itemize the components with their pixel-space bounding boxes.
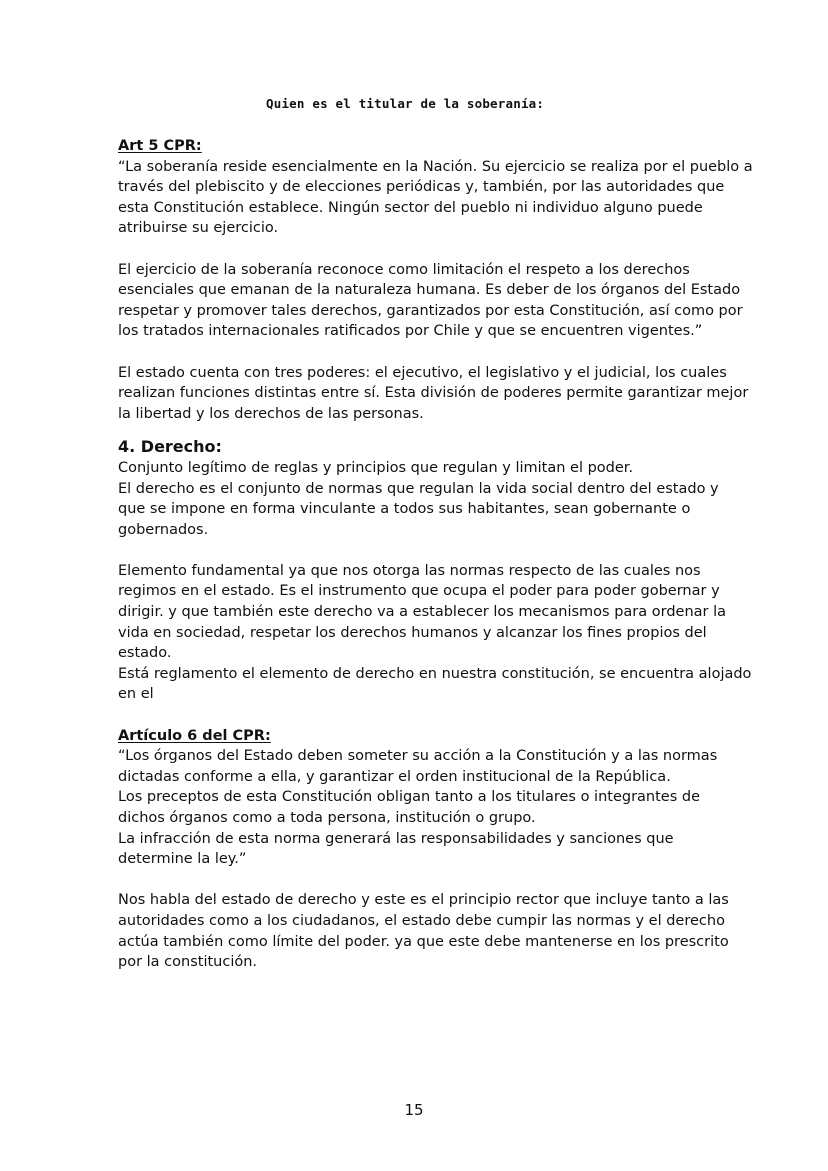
derecho-heading: 4. Derecho: bbox=[118, 437, 222, 457]
text-line: en el bbox=[118, 686, 154, 703]
text-line: respetar y promover tales derechos, garantizados por esta Constitución, así como por bbox=[118, 302, 743, 319]
text-line: El ejercicio de la soberanía reconoce como limitación el respeto a los derechos bbox=[118, 261, 690, 278]
page-content bbox=[118, 136, 753, 973]
text-line: “Los órganos del Estado deben someter su acción a la Constitución y a las normas bbox=[118, 748, 718, 765]
text-line: Conjunto legítimo de reglas y principios que regulan y limitan el poder. bbox=[118, 459, 634, 476]
text-line: actúa también como límite del poder. ya que este debe mantenerse en los prescrito bbox=[118, 933, 729, 950]
text-line: Los preceptos de esta Constitución obligan tanto a los titulares o integrantes de bbox=[118, 789, 701, 806]
art5-paragraph-3 bbox=[118, 363, 749, 425]
text-line: La infracción de esta norma generará las responsabilidades y sanciones que bbox=[118, 830, 674, 847]
text-line: por la constitución. bbox=[118, 954, 258, 971]
section-title: Quien es el titular de la soberanía: bbox=[266, 96, 545, 111]
paragraph-gap bbox=[118, 870, 718, 891]
text-line: estado. bbox=[118, 645, 172, 662]
paragraph-gap bbox=[118, 540, 718, 561]
text-line: que se impone en forma vinculante a todos sus habitantes, sean gobernante o bbox=[118, 501, 691, 518]
art6-heading: Artículo 6 del CPR: bbox=[118, 727, 271, 744]
text-line: atribuirse su ejercicio. bbox=[118, 220, 279, 237]
derecho-paragraph-1 bbox=[118, 458, 718, 540]
page-number: 15 bbox=[404, 1101, 424, 1119]
paragraph-gap bbox=[118, 424, 718, 437]
art6-paragraph-1 bbox=[118, 746, 718, 870]
text-line: vida en sociedad, respetar los derechos humanos y alcanzar los fines propios del bbox=[118, 624, 707, 641]
text-line: esenciales que emanan de la naturaleza humana. Es deber de los órganos del Estado bbox=[118, 282, 741, 299]
text-line: determine la ley.” bbox=[118, 851, 247, 868]
paragraph-gap bbox=[118, 342, 718, 363]
text-line: “La soberanía reside esencialmente en la Nación. Su ejercicio se realiza por el pueblo a bbox=[118, 158, 753, 175]
text-line: Nos habla del estado de derecho y este es el principio rector que incluye tanto a las bbox=[118, 892, 729, 909]
text-line: realizan funciones distintas entre sí. Esta división de poderes permite garantizar mejor bbox=[118, 385, 749, 402]
text-line: dichos órganos como a toda persona, institución o grupo. bbox=[118, 810, 536, 826]
text-line: dirigir. y que también este derecho va a establecer los mecanismos para ordenar la bbox=[118, 604, 727, 621]
text-line: gobernados. bbox=[118, 521, 209, 538]
text-line: regimos en el estado. Es el instrumento que ocupa el poder para poder gobernar y bbox=[118, 583, 720, 600]
text-line: través del plebiscito y de elecciones periódicas y, también, por las autoridades que bbox=[118, 179, 725, 196]
text-line: autoridades como a los ciudadanos, el estado debe cumpir las normas y el derecho bbox=[118, 912, 725, 929]
paragraph-gap bbox=[118, 705, 718, 726]
text-line: la libertad y los derechos de las personas. bbox=[118, 405, 424, 422]
text-line: Está reglamento el elemento de derecho en nuestra constitución, se encuentra alojado bbox=[118, 665, 752, 682]
text-line: los tratados internacionales ratificados por Chile y que se encuentren vigentes.” bbox=[118, 323, 703, 340]
text-line: El estado cuenta con tres poderes: el ejecutivo, el legislativo y el judicial, los cuales bbox=[118, 364, 727, 381]
text-line: Elemento fundamental ya que nos otorga las normas respecto de las cuales nos bbox=[118, 562, 701, 579]
derecho-paragraph-2 bbox=[118, 561, 752, 705]
art5-heading: Art 5 CPR: bbox=[118, 138, 202, 154]
text-line: El derecho es el conjunto de normas que regulan la vida social dentro del estado y bbox=[118, 480, 719, 497]
art5-paragraph-2 bbox=[118, 260, 743, 342]
art5-paragraph-1 bbox=[118, 157, 753, 239]
text-line: esta Constitución establece. Ningún sector del pueblo ni individuo alguno puede bbox=[118, 199, 703, 216]
text-line: dictadas conforme a ella, y garantizar el orden institucional de la República. bbox=[118, 768, 671, 785]
paragraph-gap bbox=[118, 239, 718, 260]
art6-paragraph-2 bbox=[118, 890, 729, 972]
